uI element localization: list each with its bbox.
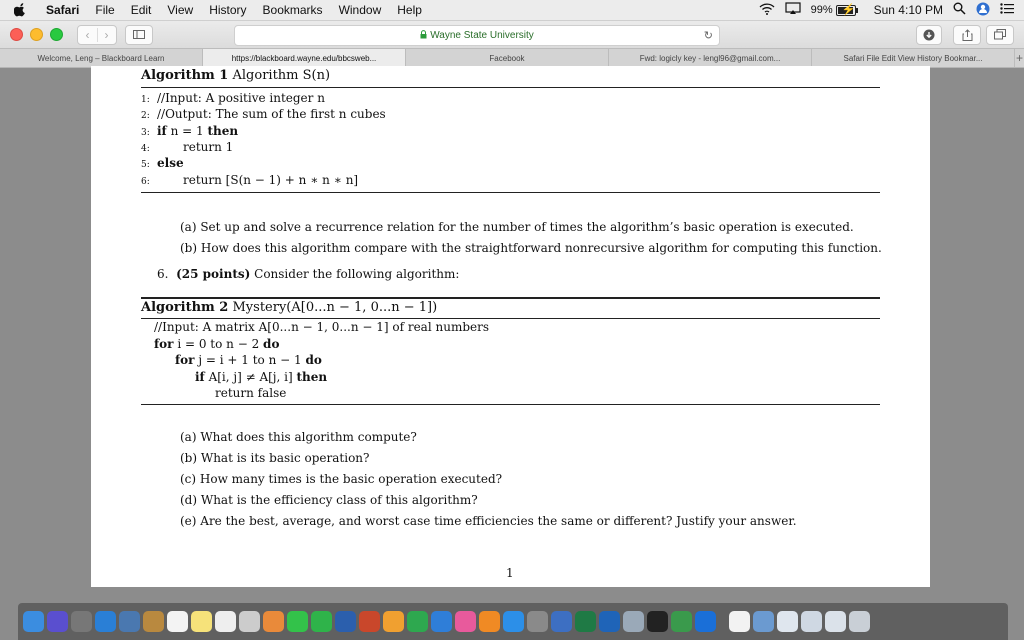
rule — [141, 404, 880, 405]
share-button[interactable] — [953, 25, 981, 45]
menu-help[interactable]: Help — [397, 3, 422, 17]
terminal-icon[interactable] — [647, 611, 668, 632]
tab-bar — [0, 48, 1024, 68]
messages-icon[interactable] — [287, 611, 308, 632]
virtualbox-disk-icon[interactable] — [753, 611, 774, 632]
menu-bookmarks[interactable]: Bookmarks — [262, 3, 323, 17]
facetime-icon[interactable] — [311, 611, 332, 632]
alg1-line-5: 5: else — [141, 156, 184, 170]
q6-part-a: (a) What does this algorithm compute? — [180, 430, 417, 444]
battery-icon: ⚡ — [836, 5, 856, 16]
finder-icon[interactable] — [23, 611, 44, 632]
word-icon[interactable] — [335, 611, 356, 632]
numbers-icon[interactable] — [407, 611, 428, 632]
notification-center-icon[interactable] — [1000, 3, 1014, 17]
tab-gmail[interactable]: Fwd: logicly key - lengl96@gmail.com... — [609, 49, 812, 67]
pages-icon[interactable] — [383, 611, 404, 632]
menu-edit[interactable]: Edit — [130, 3, 152, 17]
tabs-icon — [994, 29, 1006, 40]
virtualbox-icon[interactable] — [551, 611, 572, 632]
notes-icon[interactable] — [191, 611, 212, 632]
alg1-line-3: 3: if n = 1 then — [141, 124, 239, 138]
lock-icon — [420, 30, 427, 41]
tab-blackboard[interactable]: Welcome, Leng – Blackboard Learn — [0, 49, 203, 67]
menu-history[interactable]: History — [209, 3, 247, 17]
ibooks-icon[interactable] — [479, 611, 500, 632]
q6-part-e: (e) Are the best, average, and worst case time efficiencies the same or different? Justify your answer. — [180, 514, 797, 528]
page-number: 1 — [506, 566, 514, 580]
document-page — [91, 66, 930, 587]
sidebar-button[interactable] — [125, 25, 153, 45]
photos-icon[interactable] — [263, 611, 284, 632]
algorithm-1-title: Algorithm 1 Algorithm S(n) — [141, 68, 331, 83]
battery-status[interactable] — [811, 4, 856, 16]
teamviewer-icon[interactable] — [695, 611, 716, 632]
trash-icon[interactable] — [849, 611, 870, 632]
user-avatar-icon[interactable] — [976, 2, 990, 19]
documents-stack-icon[interactable] — [777, 611, 798, 632]
powerpoint-icon[interactable] — [359, 611, 380, 632]
algorithm-2-title: Algorithm 2 Mystery(A[0...n − 1, 0...n − 1]) — [141, 300, 438, 315]
share-icon — [962, 29, 973, 41]
alg1-line-2: 2: //Output: The sum of the first n cubes — [141, 107, 386, 121]
question-6: 6. (25 points) Consider the following algorithm: — [157, 267, 460, 281]
wifi-icon[interactable] — [759, 3, 775, 18]
vmware-icon[interactable] — [623, 611, 644, 632]
document-icon[interactable] — [729, 611, 750, 632]
back-icon[interactable]: ‹ — [85, 27, 90, 42]
siri-icon[interactable] — [47, 611, 68, 632]
alg1-line-4: 4: return 1 — [141, 140, 234, 154]
download-icon — [923, 29, 935, 41]
menu-bar — [0, 0, 1024, 21]
spotlight-icon[interactable] — [953, 2, 966, 18]
remote-desktop-icon[interactable] — [671, 611, 692, 632]
tab-safari-menu[interactable]: Safari File Edit View History Bookmar... — [812, 49, 1015, 67]
excel-icon[interactable] — [575, 611, 596, 632]
q6-part-c: (c) How many times is the basic operation executed? — [180, 472, 503, 486]
dock — [18, 603, 1008, 640]
clock[interactable]: Sun 4:10 PM — [873, 3, 943, 17]
menu-file[interactable]: File — [95, 3, 115, 17]
downloads-button[interactable] — [916, 25, 942, 45]
q5-part-b: (b) How does this algorithm compare with the straightforward nonrecursive algorithm for computing this function. — [180, 241, 882, 255]
address-bar[interactable] — [234, 25, 720, 46]
screenshots-stack-icon[interactable] — [825, 611, 846, 632]
menu-window[interactable]: Window — [338, 3, 382, 17]
close-window-button[interactable] — [10, 28, 23, 41]
keynote-icon[interactable] — [431, 611, 452, 632]
downloads-stack-icon[interactable] — [801, 611, 822, 632]
tab-overview-button[interactable] — [986, 25, 1014, 45]
zoom-window-button[interactable] — [50, 28, 63, 41]
alg2-line-2: for i = 0 to n − 2 do — [154, 337, 280, 351]
minimize-window-button[interactable] — [30, 28, 43, 41]
reload-icon[interactable]: ↻ — [703, 30, 713, 42]
back-forward-buttons — [77, 25, 117, 45]
outlook-icon[interactable] — [599, 611, 620, 632]
address-text: Wayne State University — [430, 30, 534, 41]
tab-facebook[interactable]: Facebook — [406, 49, 609, 67]
menu-safari[interactable]: Safari — [46, 3, 80, 17]
q5-part-a: (a) Set up and solve a recurrence relation for the number of times the algorithm’s basic operation is executed. — [180, 220, 854, 234]
rule — [141, 318, 880, 319]
alg2-line-4: if A[i, j] ≠ A[j, i] then — [195, 370, 328, 384]
notes-book-icon[interactable] — [143, 611, 164, 632]
new-tab-button[interactable]: + — [1015, 51, 1023, 65]
alg2-line-1: //Input: A matrix A[0...n − 1, 0...n − 1] of real numbers — [154, 320, 489, 334]
rule — [141, 297, 880, 299]
alg2-line-5: return false — [215, 386, 287, 400]
alg1-line-6: 6: return [S(n − 1) + n ∗ n ∗ n] — [141, 173, 359, 187]
q6-part-d: (d) What is the efficiency class of this algorithm? — [180, 493, 478, 507]
apple-icon[interactable] — [14, 3, 28, 17]
launchpad-icon[interactable] — [71, 611, 92, 632]
preview-photos-icon[interactable] — [239, 611, 260, 632]
tab-bbcsweb[interactable]: https://blackboard.wayne.edu/bbcsweb... — [203, 49, 406, 67]
forward-icon[interactable]: › — [104, 27, 109, 42]
alg1-line-1: 1: //Input: A positive integer n — [141, 91, 325, 105]
sidebar-icon — [133, 30, 145, 39]
preview-icon[interactable] — [119, 611, 140, 632]
browser-toolbar — [0, 21, 1024, 48]
app-store-icon[interactable] — [503, 611, 524, 632]
menu-view[interactable]: View — [167, 3, 194, 17]
airplay-icon[interactable] — [785, 2, 801, 18]
reminders-icon[interactable] — [215, 611, 236, 632]
rule — [141, 87, 880, 88]
window-controls — [10, 28, 63, 41]
q6-part-b: (b) What is its basic operation? — [180, 451, 370, 465]
safari-icon[interactable] — [95, 611, 116, 632]
rule — [141, 192, 880, 193]
system-preferences-icon[interactable] — [527, 611, 548, 632]
calendar-icon[interactable] — [167, 611, 188, 632]
battery-percent: 99% — [810, 4, 833, 16]
itunes-icon[interactable] — [455, 611, 476, 632]
alg2-line-3: for j = i + 1 to n − 1 do — [175, 353, 322, 367]
